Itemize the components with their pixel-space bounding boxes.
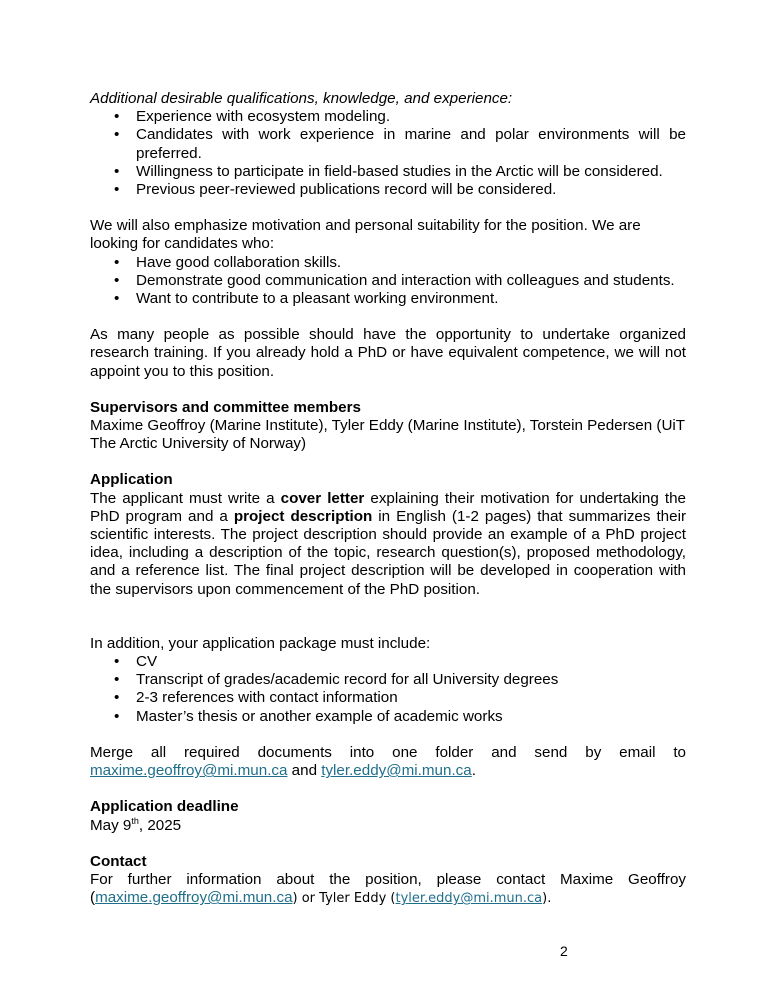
contact-heading: Contact (90, 852, 147, 870)
motivation-intro: We will also emphasize motivation and personal suitability for the position. We are looking for candidates who: (90, 217, 641, 253)
list-item: • Transcript of grades/academic record for all University degrees (90, 671, 686, 689)
contact-email-link-eddy[interactable]: tyler.eddy@mi.mun.ca (395, 891, 543, 907)
application-heading: Application (90, 471, 173, 489)
application-text: The applicant must write a cover letter explaining their motivation for undertaking the PhD program and a project description in English (1-2 pages) that summarizes their scientific interests. The project description should provide an example of a PhD project idea, including a description of the topic, research question(s), proposed methodology, and a reference list. The final project description will be developed in cooperation with the supervisors upon commencement of the PhD position. (90, 489, 687, 598)
supervisors-text: Maxime Geoffroy (Marine Institute), Tyler Eddy (Marine Institute), Torstein Pedersen (UiT The Arctic University of Norway) (90, 417, 685, 453)
qualifications-heading: Additional desirable qualifications, knowledge, and experience: (90, 90, 513, 107)
contact-email-link-geoffroy[interactable]: maxime.geoffroy@mi.mun.ca (95, 889, 293, 907)
cover-letter-term: cover letter (280, 489, 365, 507)
list-item: • Master’s thesis or another example of academic works (90, 708, 686, 726)
supervisors-heading: Supervisors and committee members (90, 398, 361, 416)
list-item: • Willingness to participate in field-based studies in the Arctic will be considered. (90, 163, 686, 181)
contact-emails: (maxime.geoffroy@mi.mun.ca) or Tyler Eddy (tyler.eddy@mi.mun.ca). (90, 889, 552, 907)
merge-emails: maxime.geoffroy@mi.mun.ca and tyler.eddy@mi.mun.ca. (90, 762, 476, 780)
package-intro: In addition, your application package must include: (90, 634, 431, 652)
list-item: • Experience with ecosystem modeling. (90, 108, 686, 126)
email-link-eddy[interactable]: tyler.eddy@mi.mun.ca (321, 762, 472, 780)
package-list (90, 653, 686, 726)
list-item: • CV (90, 653, 686, 671)
contact-text: For further information about the position, please contact Maxime Geoffroy (90, 870, 686, 888)
merge-instructions: Merge all required documents into one folder and send by email to (90, 743, 686, 761)
motivation-list (90, 254, 686, 309)
page-number: 2 (560, 943, 568, 959)
list-item: • Demonstrate good communication and interaction with colleagues and students. (90, 272, 686, 290)
deadline-heading: Application deadline (90, 798, 239, 816)
list-item: • Want to contribute to a pleasant working environment. (90, 290, 686, 308)
list-item: • Have good collaboration skills. (90, 254, 686, 272)
list-item: • Previous peer-reviewed publications record will be considered. (90, 181, 686, 199)
training-note: As many people as possible should have the opportunity to undertake organized research training. If you already hold a PhD or have equivalent competence, we will not appoint you to this position. (90, 326, 686, 380)
list-item: • Candidates with work experience in marine and polar environments will be preferred. (90, 126, 686, 162)
qualifications-list (90, 108, 686, 199)
email-link-geoffroy[interactable]: maxime.geoffroy@mi.mun.ca (90, 762, 288, 780)
deadline-date: May 9th, 2025 (90, 815, 182, 834)
list-item: • 2-3 references with contact information (90, 689, 686, 707)
document-page (90, 90, 686, 908)
project-description-term: project description (233, 507, 373, 525)
